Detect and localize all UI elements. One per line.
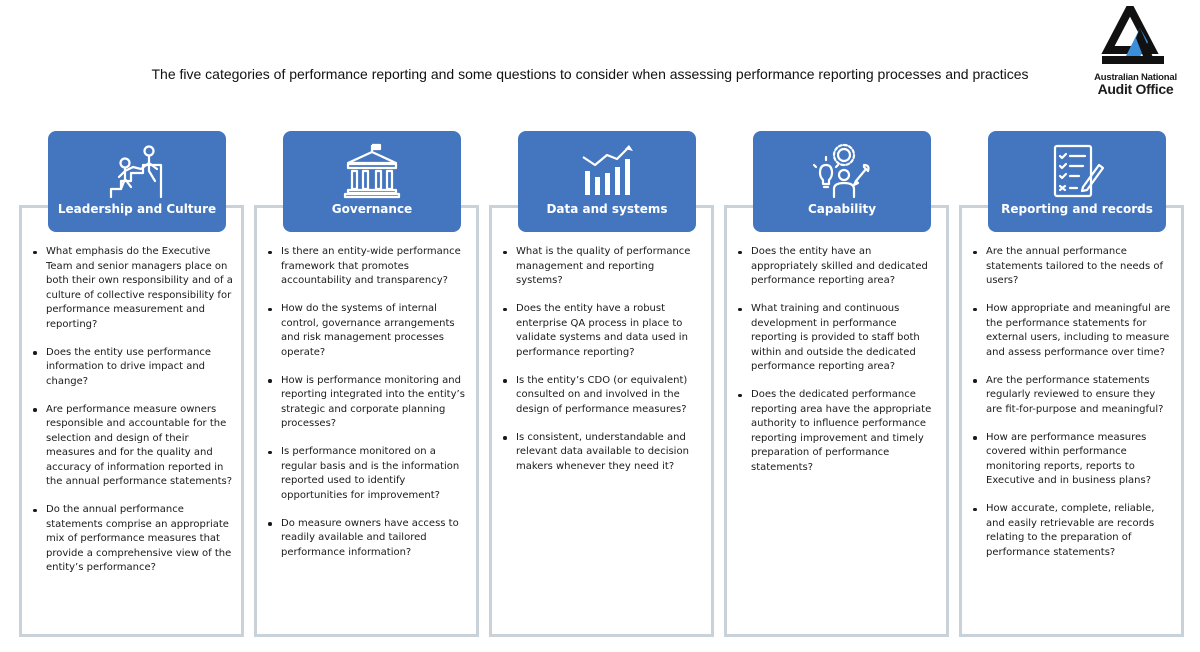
category-data-systems [489, 131, 714, 636]
logo-text-line1: Australian National [1094, 72, 1177, 83]
question-list [968, 245, 1173, 560]
category-label: Leadership and Culture [57, 202, 217, 216]
question-item: Does the entity use performance information to drive impact and change? [28, 346, 233, 390]
anao-logo-icon [1096, 6, 1176, 70]
category-capability [724, 131, 949, 636]
checklist-icon [1047, 143, 1107, 199]
question-item: Is performance monitored on a regular basis and is the information reported used to identify opportunities for improvement? [263, 445, 468, 503]
category-header [753, 131, 931, 232]
question-item: Is there an entity-wide performance framework that promotes accountability and transparency? [263, 245, 468, 289]
question-list [733, 245, 938, 475]
question-list-container [968, 245, 1173, 574]
logo-text-line2: Audit Office [1097, 81, 1174, 97]
question-list [28, 245, 233, 576]
category-governance [254, 131, 479, 636]
category-label: Capability [807, 202, 877, 216]
people-climbing-icon [107, 143, 167, 199]
category-leadership-culture [19, 131, 244, 636]
question-item: How do the systems of internal control, governance arrangements and risk management processes operate? [263, 302, 468, 360]
question-list [498, 245, 703, 474]
question-list-container [263, 245, 468, 574]
question-item: What is the quality of performance management and reporting systems? [498, 245, 703, 289]
question-item: Does the dedicated performance reporting area have the appropriate authority to influence performance reporting improvement and timely preparation of performance statements? [733, 388, 938, 475]
category-label: Reporting and records [1001, 202, 1153, 216]
page-title: The five categories of performance reporting and some questions to consider when assessing performance reporting processes and practices [151, 66, 1029, 82]
question-list-container [28, 245, 233, 589]
question-item: Does the entity have a robust enterprise QA process in place to validate systems and data used in performance reporting? [498, 302, 703, 360]
question-item: Are the annual performance statements tailored to the needs of users? [968, 245, 1173, 289]
bar-chart-icon [577, 143, 637, 199]
category-header [48, 131, 226, 232]
question-item: What emphasis do the Executive Team and senior managers place on both their own responsibility and of a culture of collective responsibility for performance measurement and reporting? [28, 245, 233, 332]
question-item: Is the entity’s CDO (or equivalent) consulted on and involved in the design of performance measures? [498, 374, 703, 418]
question-item: How appropriate and meaningful are the performance statements for external users, including to measure and assess performance over time? [968, 302, 1173, 360]
question-item: Is consistent, understandable and relevant data available to decision makers whenever they need it? [498, 431, 703, 475]
question-list-container [733, 245, 938, 489]
category-header [518, 131, 696, 232]
question-item: Do the annual performance statements comprise an appropriate mix of performance measures that provide a comprehensive view of the entity’s performance? [28, 503, 233, 576]
category-label: Data and systems [546, 202, 668, 216]
question-item: Does the entity have an appropriately skilled and dedicated performance reporting area? [733, 245, 938, 289]
person-gear-icon [812, 143, 872, 199]
question-list-container [498, 245, 703, 488]
question-item: How is performance monitoring and reporting integrated into the entity’s strategic and corporate planning processes? [263, 374, 468, 432]
government-building-icon [342, 143, 402, 199]
anao-logo [1078, 6, 1193, 98]
question-item: What training and continuous development in performance reporting is provided to staff both within and outside the dedicated performance reporting area? [733, 302, 938, 375]
question-item: Do measure owners have access to readily available and tailored performance information? [263, 517, 468, 561]
category-header [283, 131, 461, 232]
question-item: How accurate, complete, reliable, and easily retrievable are records relating to the preparation of performance statements? [968, 502, 1173, 560]
category-reporting-records [959, 131, 1184, 636]
question-list [263, 245, 468, 560]
question-item: Are performance measure owners responsible and accountable for the selection and design of their measures and for the quality and accuracy of information reported in the annual performance statements? [28, 403, 233, 490]
question-item: Are the performance statements regularly reviewed to ensure they are fit-for-purpose and meaningful? [968, 374, 1173, 418]
category-header [988, 131, 1166, 232]
category-label: Governance [331, 202, 413, 216]
question-item: How are performance measures covered within performance monitoring reports, reports to Executive and in business plans? [968, 431, 1173, 489]
